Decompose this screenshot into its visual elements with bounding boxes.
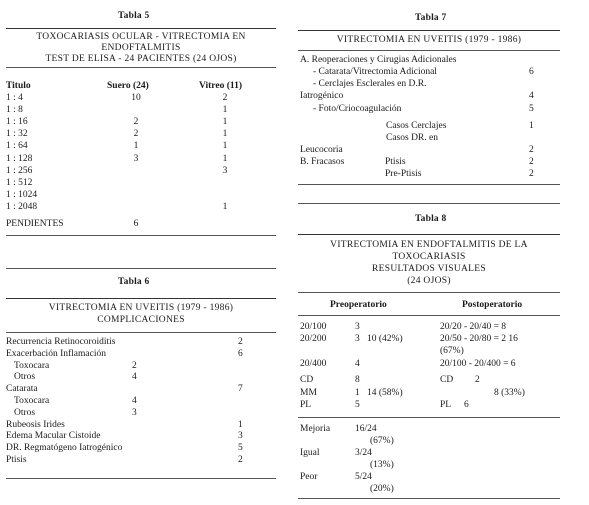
post-pl-value: 6 bbox=[464, 400, 469, 410]
igual-label: Igual bbox=[300, 448, 320, 458]
tabla-6-heading-1: VITRECTOMIA EN UVEITIS (1979 - 1986) bbox=[48, 303, 234, 313]
titulo-cell: 1 : 128 bbox=[6, 153, 33, 164]
tabla-8-title: Tabla 8 bbox=[415, 214, 447, 224]
iatrogenico-label: Iatrogénico bbox=[300, 91, 344, 101]
pre-agudeza: PL bbox=[300, 400, 312, 410]
col-header-suero: Suero (24) bbox=[107, 81, 149, 91]
peor-pct: (20%) bbox=[370, 484, 394, 494]
vitreo-cell: 2 bbox=[222, 93, 228, 103]
foto-value: 5 bbox=[529, 104, 534, 114]
tabla-6-title: Tabla 6 bbox=[118, 277, 150, 287]
pre-count: 3 bbox=[355, 322, 360, 332]
ptisis-label: Ptisis bbox=[385, 157, 406, 167]
divider bbox=[6, 67, 276, 68]
mejoria-value: 16/24 bbox=[355, 424, 377, 434]
complicacion-value: 7 bbox=[238, 384, 243, 395]
pre-agudeza: CD bbox=[300, 375, 314, 385]
complicacion-sub-value: 2 bbox=[132, 360, 137, 371]
complicacion-label: Toxocara bbox=[14, 360, 50, 371]
pre-group: 10 (42%) bbox=[367, 334, 403, 344]
vitreo-cell: 1 bbox=[222, 129, 228, 140]
post-cd-label: CD bbox=[440, 375, 454, 385]
pre-count: 4 bbox=[355, 359, 360, 369]
mejoria-label: Mejoria bbox=[300, 424, 331, 434]
casos-cerclajes-label: Casos Cerclajes bbox=[386, 121, 447, 131]
complicacion-value: 3 bbox=[238, 431, 243, 442]
igual-value: 3/24 bbox=[355, 448, 372, 458]
pre-count: 8 bbox=[355, 375, 360, 385]
tabla-6-heading-2: COMPLICACIONES bbox=[97, 315, 185, 325]
cerclajes-label: - Cerclajes Esclerales en D.R. bbox=[313, 79, 427, 89]
divider bbox=[298, 184, 560, 185]
titulo-cell: 1 : 64 bbox=[6, 141, 28, 152]
complicacion-label: Otros bbox=[14, 407, 36, 418]
divider bbox=[6, 28, 276, 29]
suero-cell: 3 bbox=[133, 153, 139, 164]
post-cd-value: 2 bbox=[475, 375, 480, 385]
pendientes-value: 6 bbox=[133, 219, 139, 229]
peor-value: 5/24 bbox=[355, 472, 372, 482]
divider bbox=[298, 203, 560, 204]
divider bbox=[298, 50, 560, 51]
preptisis-label: Pre-Ptisis bbox=[385, 169, 422, 179]
titulo-cell: 1 : 1024 bbox=[6, 189, 38, 200]
section-b-label: B. Fracasos bbox=[300, 157, 345, 167]
pre-agudeza: 20/400 bbox=[300, 359, 327, 369]
post-row-2: 20/50 - 20/80 = 2 16 bbox=[440, 334, 518, 344]
pendientes-label: PENDIENTES bbox=[6, 219, 64, 229]
divider bbox=[298, 498, 560, 499]
post-pl-label: PL bbox=[440, 400, 452, 410]
tabla-7-title: Tabla 7 bbox=[415, 13, 447, 23]
col-header-postoperatorio: Postoperatorio bbox=[462, 300, 523, 310]
vitreo-cell: 3 bbox=[222, 165, 228, 176]
divider bbox=[6, 268, 276, 269]
titulo-cell: 1 : 32 bbox=[6, 129, 28, 140]
section-a-label: A. Reoperaciones y Cirugias Adicionales bbox=[300, 55, 457, 65]
leucocoria-label: Leucocoria bbox=[300, 145, 343, 155]
complicacion-value: 2 bbox=[238, 455, 243, 465]
titulo-cell: 1 : 2048 bbox=[6, 201, 38, 212]
complicacion-value: 6 bbox=[238, 348, 243, 359]
pre-group: 14 (58%) bbox=[367, 388, 403, 398]
titulo-cell: 1 : 8 bbox=[6, 105, 23, 116]
complicacion-label: DR. Regmatógeno Iatrogénico bbox=[6, 443, 123, 454]
divider bbox=[298, 417, 560, 418]
pre-agudeza: MM bbox=[300, 388, 317, 398]
divider bbox=[6, 298, 276, 299]
pre-agudeza: 20/200 bbox=[300, 334, 327, 344]
col-header-titulo: Titulo bbox=[6, 81, 31, 91]
tabla-8-heading-3: RESULTADOS VISUALES bbox=[372, 264, 486, 274]
iatrogenico-value: 4 bbox=[529, 91, 534, 101]
complicacion-label: Otros bbox=[14, 372, 36, 383]
vitreo-cell: 1 bbox=[222, 153, 228, 164]
vitreo-cell: 1 bbox=[222, 105, 228, 116]
foto-label: - Foto/Criocoagulación bbox=[313, 104, 402, 114]
titulo-cell: 1 : 16 bbox=[6, 117, 28, 128]
divider bbox=[6, 332, 276, 333]
complicacion-label: Catarata bbox=[6, 384, 38, 395]
complicacion-sub-value: 3 bbox=[132, 407, 137, 418]
suero-cell: 2 bbox=[133, 117, 139, 128]
vitreo-cell: 1 bbox=[222, 141, 228, 152]
tabla-7-heading-1: VITRECTOMIA EN UVEITIS (1979 - 1986) bbox=[336, 35, 522, 45]
divider bbox=[6, 478, 276, 479]
peor-label: Peor bbox=[300, 472, 318, 482]
vitreo-cell: 1 bbox=[222, 117, 228, 128]
post-row-1: 20/20 - 20/40 = 8 bbox=[440, 322, 507, 332]
complicacion-label: Ptisis bbox=[6, 455, 27, 465]
suero-cell: 2 bbox=[133, 129, 139, 140]
divider bbox=[298, 315, 560, 316]
divider bbox=[6, 235, 276, 236]
catarata-value: 6 bbox=[529, 67, 534, 77]
complicacion-label: Toxocara bbox=[14, 396, 50, 406]
col-header-preoperatorio: Preoperatorio bbox=[330, 300, 387, 310]
igual-pct: (13%) bbox=[370, 460, 394, 470]
complicacion-sub-value: 4 bbox=[132, 372, 137, 383]
complicacion-value: 5 bbox=[238, 443, 243, 454]
casos-dr-label: Casos DR. en bbox=[386, 133, 438, 143]
tabla-5-heading-1: TOXOCARIASIS OCULAR - VITRECTOMIA EN bbox=[36, 32, 246, 42]
complicacion-label: Recurrencia Retinocoroiditis bbox=[6, 337, 116, 347]
leucocoria-value: 2 bbox=[529, 145, 534, 155]
preptisis-value: 2 bbox=[529, 169, 534, 179]
complicacion-label: Edema Macular Cistoide bbox=[6, 431, 101, 442]
tabla-5-title: Tabla 5 bbox=[118, 11, 150, 21]
divider bbox=[298, 292, 560, 293]
pre-agudeza: 20/100 bbox=[300, 322, 327, 332]
tabla-8-heading-2: TOXOCARIASIS bbox=[392, 252, 466, 262]
ptisis-value: 2 bbox=[529, 157, 534, 167]
tabla-5-heading-3: TEST DE ELISA - 24 PACIENTES (24 OJOS) bbox=[45, 54, 237, 64]
casos-cerclajes-value: 1 bbox=[529, 121, 534, 131]
post-row-3: 20/100 - 20/400 = 6 bbox=[440, 359, 516, 369]
pre-count: 5 bbox=[355, 400, 360, 410]
suero-cell: 10 bbox=[131, 93, 141, 103]
tabla-5-heading-2: ENDOFTALMITIS bbox=[101, 43, 181, 53]
post-row-2-pct: (67%) bbox=[440, 346, 464, 356]
titulo-cell: 1 : 512 bbox=[6, 177, 33, 188]
titulo-cell: 1 : 256 bbox=[6, 165, 33, 176]
col-header-vitreo: Vitreo (11) bbox=[199, 81, 243, 91]
complicacion-value: 1 bbox=[238, 419, 243, 430]
post-pct: 8 (33%) bbox=[494, 388, 525, 398]
divider bbox=[298, 234, 560, 235]
complicacion-label: Rubeosis Irides bbox=[6, 419, 65, 430]
vitreo-cell: 1 bbox=[222, 201, 228, 212]
complicacion-value: 2 bbox=[238, 337, 243, 347]
pre-count: 3 bbox=[355, 334, 360, 344]
pre-count: 1 bbox=[355, 388, 360, 398]
suero-cell: 1 bbox=[133, 141, 139, 152]
tabla-8-heading-1: VITRECTOMIA EN ENDOFTALMITIS DE LA bbox=[330, 240, 528, 250]
catarata-label: - Catarata/Vitrectomia Adicional bbox=[313, 67, 437, 77]
titulo-cell: 1 : 4 bbox=[6, 93, 23, 103]
tabla-8-heading-4: (24 OJOS) bbox=[407, 276, 451, 286]
complicacion-label: Exacerbación Inflamación bbox=[6, 348, 106, 359]
complicacion-sub-value: 4 bbox=[132, 396, 137, 406]
divider bbox=[298, 30, 560, 31]
mejoria-pct: (67%) bbox=[370, 436, 394, 446]
